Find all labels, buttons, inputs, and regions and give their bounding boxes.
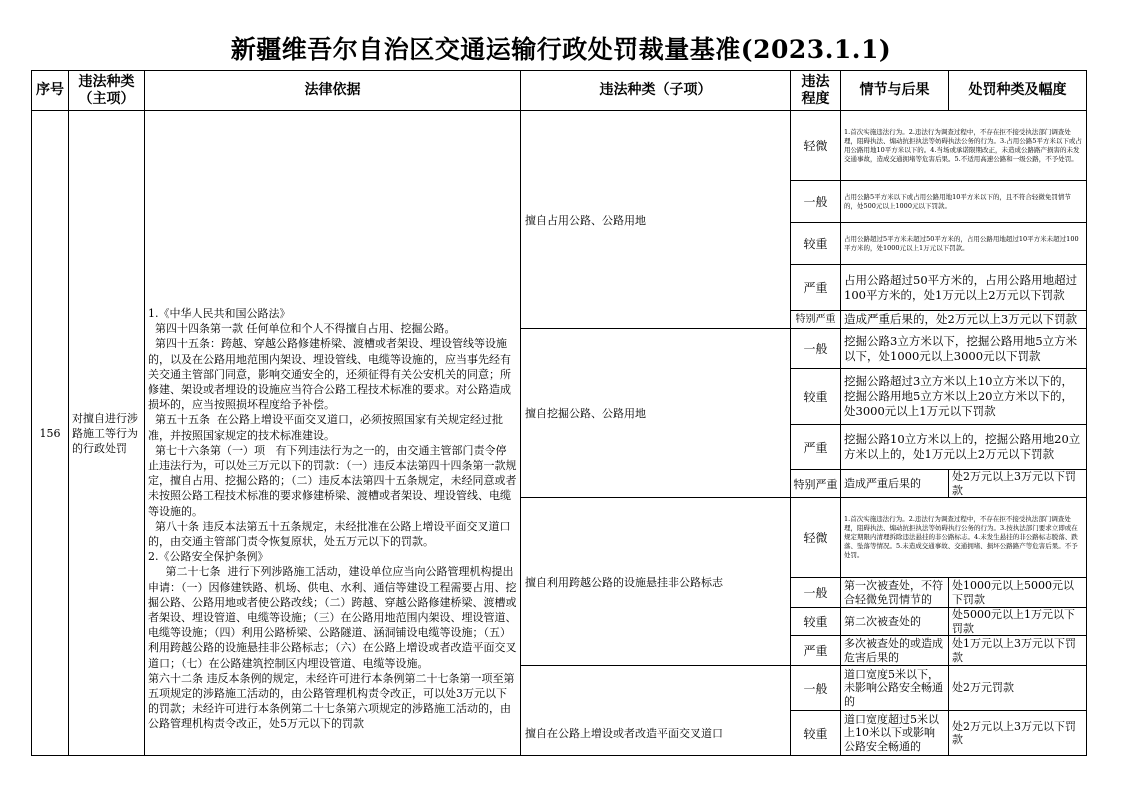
- circumstance-cell: 挖掘公路10立方米以上的，挖掘公路用地20立方米以上的，处1万元以上2万元以下罚款: [841, 425, 1087, 470]
- basis-paragraph: 第二十七条 进行下列涉路施工活动，建设单位应当向公路管理机构提出申请：（一）因修建铁路、机场、供电、水利、通信等建设工程需要占用、挖掘公路、公路用地或者使公路改线；（二）跨越、穿越公路修建桥梁、渡槽或者架设、埋设管道、电缆等设施；（三）在公路用地范围内架设、埋设管道、电缆等设施；（四）利用公路桥梁、公路隧道、涵洞铺设电缆等设施；（五）利用跨越公路的设施悬挂非公路标志；（六）在公路上增设或者改造平面交叉道口；（七）在公路建筑控制区内埋设管道、电缆等设施。: [148, 565, 517, 670]
- degree-cell: 一般: [791, 181, 841, 223]
- degree-cell: 一般: [791, 329, 841, 369]
- degree-cell: 较重: [791, 223, 841, 265]
- degree-cell: 特别严重: [791, 311, 841, 329]
- circumstance-cell: 1.首次实施违法行为。2.违法行为调查过程中，不存在拒不接受执法部门调查处理，阻碍执法、煽动抗拒执法等妨碍执行公务的行为。3.按执法部门要求立即或在规定期限内清理拆除违法悬挂的非公路标志。4.未发生悬挂的非公路标志脱落、跌落、坠落等情况。5.未造成交通事故、交通拥堵、损坏公路路产等危害后果。不予处罚。: [841, 498, 1087, 578]
- penalty-standard-table: [31, 70, 1087, 756]
- penalty-cell: 处2万元罚款: [949, 666, 1087, 711]
- degree-cell: 较重: [791, 369, 841, 425]
- table-header-row: [32, 71, 1087, 111]
- sub-type-crossing: 擅自在公路上增设或者改造平面交叉道口: [521, 666, 791, 756]
- circumstance-cell: 道口宽度超过5米以上10米以下或影响公路安全畅通的: [841, 711, 949, 756]
- penalty-cell: 处1000元以上5000元以下罚款: [949, 578, 1087, 608]
- table-row: [32, 111, 1087, 181]
- degree-cell: 一般: [791, 666, 841, 711]
- basis-paragraph: 第四十五条：跨越、穿越公路修建桥梁、渡槽或者架设、埋设管线等设施的，以及在公路用地范围内架设、埋设管线、电缆等设施的，应当事先经有关交通主管部门同意，影响交通安全的，还须征得有关公安机关的同意；所修建、架设或者埋设的设施应当符合公路工程技术标准的要求。对公路造成损坏的，应当按照损坏程度给予补偿。: [148, 337, 511, 412]
- circumstance-cell: 占用公路超过5平方米未超过50平方米的，占用公路用地超过10平方米未超过100平方米的，处1000元以上1万元以下罚款。: [841, 223, 1087, 265]
- sub-type-dig: 擅自挖掘公路、公路用地: [521, 329, 791, 498]
- basis-paragraph: 第六十二条 违反本条例的规定，未经许可进行本条例第二十七条第一项至第五项规定的涉路施工活动的，由公路管理机构责令改正，可以处3万元以下的罚款；未经许可进行本条例第二十七条第六项规定的涉路施工活动的，由公路管理机构责令改正，处5万元以下的罚款: [148, 671, 515, 731]
- circumstance-cell: 第二次被查处的: [841, 608, 949, 636]
- circumstance-cell: 挖掘公路3立方米以下，挖掘公路用地5立方米以下，处1000元以上3000元以下罚款: [841, 329, 1087, 369]
- circumstance-cell: 挖掘公路超过3立方米以上10立方米以下的，挖掘公路用地5立方米以上20立方米以下的，处3000元以上1万元以下罚款: [841, 369, 1087, 425]
- degree-cell: 较重: [791, 608, 841, 636]
- basis-paragraph: 第五十五条 在公路上增设平面交叉道口，必须按照国家有关规定经过批准，并按照国家规定的技术标准建设。: [148, 413, 503, 442]
- header-sub-type: 违法种类（子项）: [521, 71, 791, 111]
- degree-cell: 轻微: [791, 111, 841, 181]
- basis-paragraph: 第七十六条第（一）项 有下列违法行为之一的，由交通主管部门责令停止违法行为，可以处三万元以下的罚款：（一）违反本法第四十四条第一款规定，擅自占用、挖掘公路的；（二）违反本法第四十五条规定，未经同意或者未按照公路工程技术标准的要求修建桥梁、渡槽或者架设、埋设管线、电缆等设施的。: [148, 443, 517, 518]
- header-degree: 违法 程度: [791, 71, 841, 111]
- circumstance-cell: 占用公路5平方米以下或占用公路用地10平方米以下的，且不符合轻微免罚情节的，处500元以上1000元以下罚款。: [841, 181, 1087, 223]
- basis-paragraph: 第四十四条第一款 任何单位和个人不得擅自占用、挖掘公路。: [148, 322, 456, 336]
- circumstance-cell: 造成严重后果的: [841, 470, 949, 498]
- sub-type-occupy: 擅自占用公路、公路用地: [521, 111, 791, 329]
- header-penalty: 处罚种类及幅度: [949, 71, 1087, 111]
- degree-cell: 严重: [791, 265, 841, 311]
- penalty-cell: 处2万元以上3万元以下罚款: [949, 470, 1087, 498]
- circumstance-cell: 1.首次实施违法行为。2.违法行为调查过程中，不存在拒不接受执法部门调查处理，阻碍执法、煽动抗拒执法等妨碍执法公务的行为。3.占用公路5平方米以下或占用公路用地10平方米以下的。4.当场或承诺限期改正，未造成公路路产损害的未发交通事故，造成交通拥堵等危害后果。5.不适用高速公路和一级公路，不予处罚。: [841, 111, 1087, 181]
- row-number: 156: [32, 111, 69, 756]
- basis-paragraph: 1.《中华人民共和国公路法》: [148, 307, 291, 320]
- basis-paragraph: 2.《公路安全保护条例》: [148, 550, 269, 564]
- degree-cell: 特别严重: [791, 470, 841, 498]
- legal-basis-text: [145, 111, 521, 756]
- circumstance-cell: 道口宽度5米以下，未影响公路安全畅通的: [841, 666, 949, 711]
- degree-cell: 一般: [791, 578, 841, 608]
- degree-cell: 较重: [791, 711, 841, 756]
- header-main-type: 违法种类 （主项）: [69, 71, 145, 111]
- degree-cell: 轻微: [791, 498, 841, 578]
- header-circumstance: 情节与后果: [841, 71, 949, 111]
- circumstance-cell: 第一次被查处，不符合轻微免罚情节的: [841, 578, 949, 608]
- circumstance-cell: 占用公路超过50平方米的，占用公路用地超过100平方米的，处1万元以上2万元以下罚款: [841, 265, 1087, 311]
- circumstance-cell: 多次被查处的或造成危害后果的: [841, 636, 949, 666]
- circumstance-cell: 造成严重后果的，处2万元以上3万元以下罚款: [841, 311, 1087, 329]
- penalty-cell: 处1万元以上3万元以下罚款: [949, 636, 1087, 666]
- header-legal-basis: 法律依据: [145, 71, 521, 111]
- main-violation-type: 对擅自进行涉路施工等行为的行政处罚: [69, 111, 145, 756]
- basis-paragraph: 第八十条 违反本法第五十五条规定，未经批准在公路上增设平面交叉道口的，由交通主管部门责令恢复原状，处五万元以下的罚款。: [148, 519, 511, 549]
- penalty-cell: 处5000元以上1万元以下罚款: [949, 608, 1087, 636]
- penalty-cell: 处2万元以上3万元以下罚款: [949, 711, 1087, 756]
- document-title: 新疆维吾尔自治区交通运输行政处罚裁量基准(2023.1.1): [230, 35, 892, 64]
- degree-cell: 严重: [791, 425, 841, 470]
- degree-cell: 严重: [791, 636, 841, 666]
- header-no: 序号: [32, 71, 69, 111]
- sub-type-sign: 擅自利用跨越公路的设施悬挂非公路标志: [521, 498, 791, 666]
